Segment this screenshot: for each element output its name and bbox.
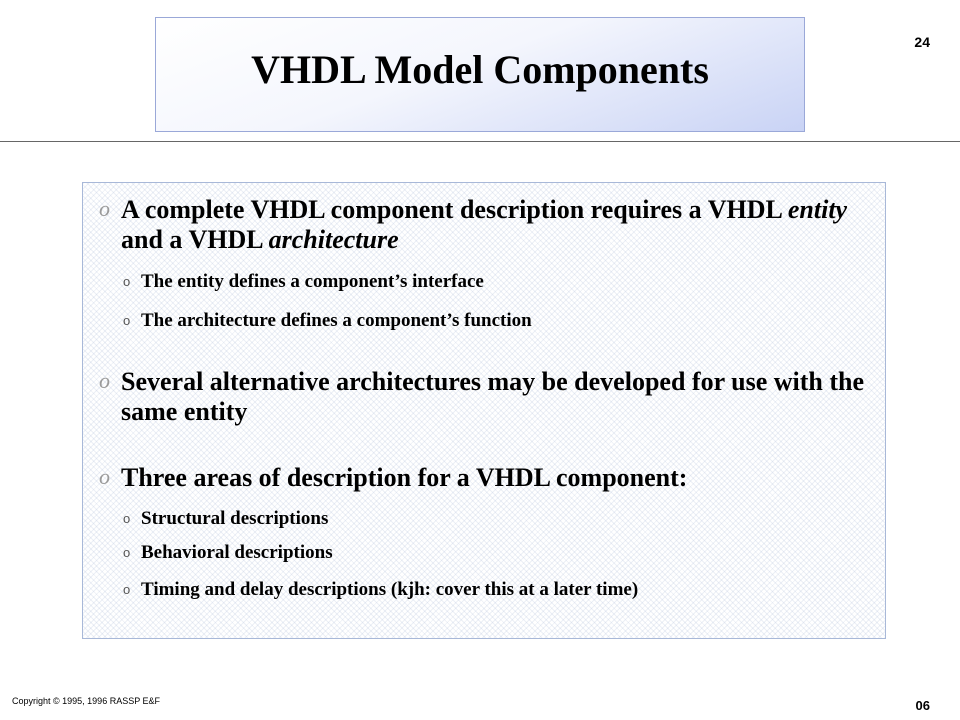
bullet-item [99,367,881,427]
bullet-o-icon: o [99,196,110,221]
sub-bullet-item [123,579,638,601]
bullet-text [121,195,881,255]
sub-bullet-item [123,542,333,564]
divider-line [0,141,960,142]
sub-bullet-text: The entity defines a component’s interface [141,271,484,292]
title-box [155,17,805,132]
bullet-item [99,463,881,493]
sub-bullet-text: Behavioral descriptions [141,542,333,563]
sub-bullet-o-icon: o [123,313,131,328]
bullet-o-icon: o [99,464,110,489]
bullet-text: Three areas of description for a VHDL component: [121,463,688,492]
bullet-text-part: A complete VHDL component description requires a VHDL [121,195,788,224]
sub-bullet-item [123,508,328,530]
bullet-o-icon: o [99,368,110,393]
slide-number: 24 [914,34,930,50]
bullet-text: Several alternative architectures may be developed for use with the same entity [121,367,865,426]
sub-bullet-item [123,310,532,332]
copyright-notice: Copyright © 1995, 1996 RASSP E&F [12,696,161,706]
bullet-item [99,195,881,255]
architecture-term: architecture [268,225,399,254]
sub-bullet-o-icon: o [123,582,131,597]
sub-bullet-o-icon: o [123,545,131,560]
sub-bullet-text: Structural descriptions [141,508,329,529]
sub-bullet-text: Timing and delay descriptions (kjh: cover this at a later time) [141,579,639,600]
sub-bullet-o-icon: o [123,511,131,526]
footer-number: 06 [915,698,930,713]
entity-term: entity [787,195,848,224]
sub-bullet-text: The architecture defines a component’s function [141,310,532,331]
slide-title: VHDL Model Components [251,47,709,92]
sub-bullet-item [123,271,484,293]
bullet-text-part: and a VHDL [121,225,269,254]
content-box [82,182,886,639]
sub-bullet-o-icon: o [123,274,131,289]
